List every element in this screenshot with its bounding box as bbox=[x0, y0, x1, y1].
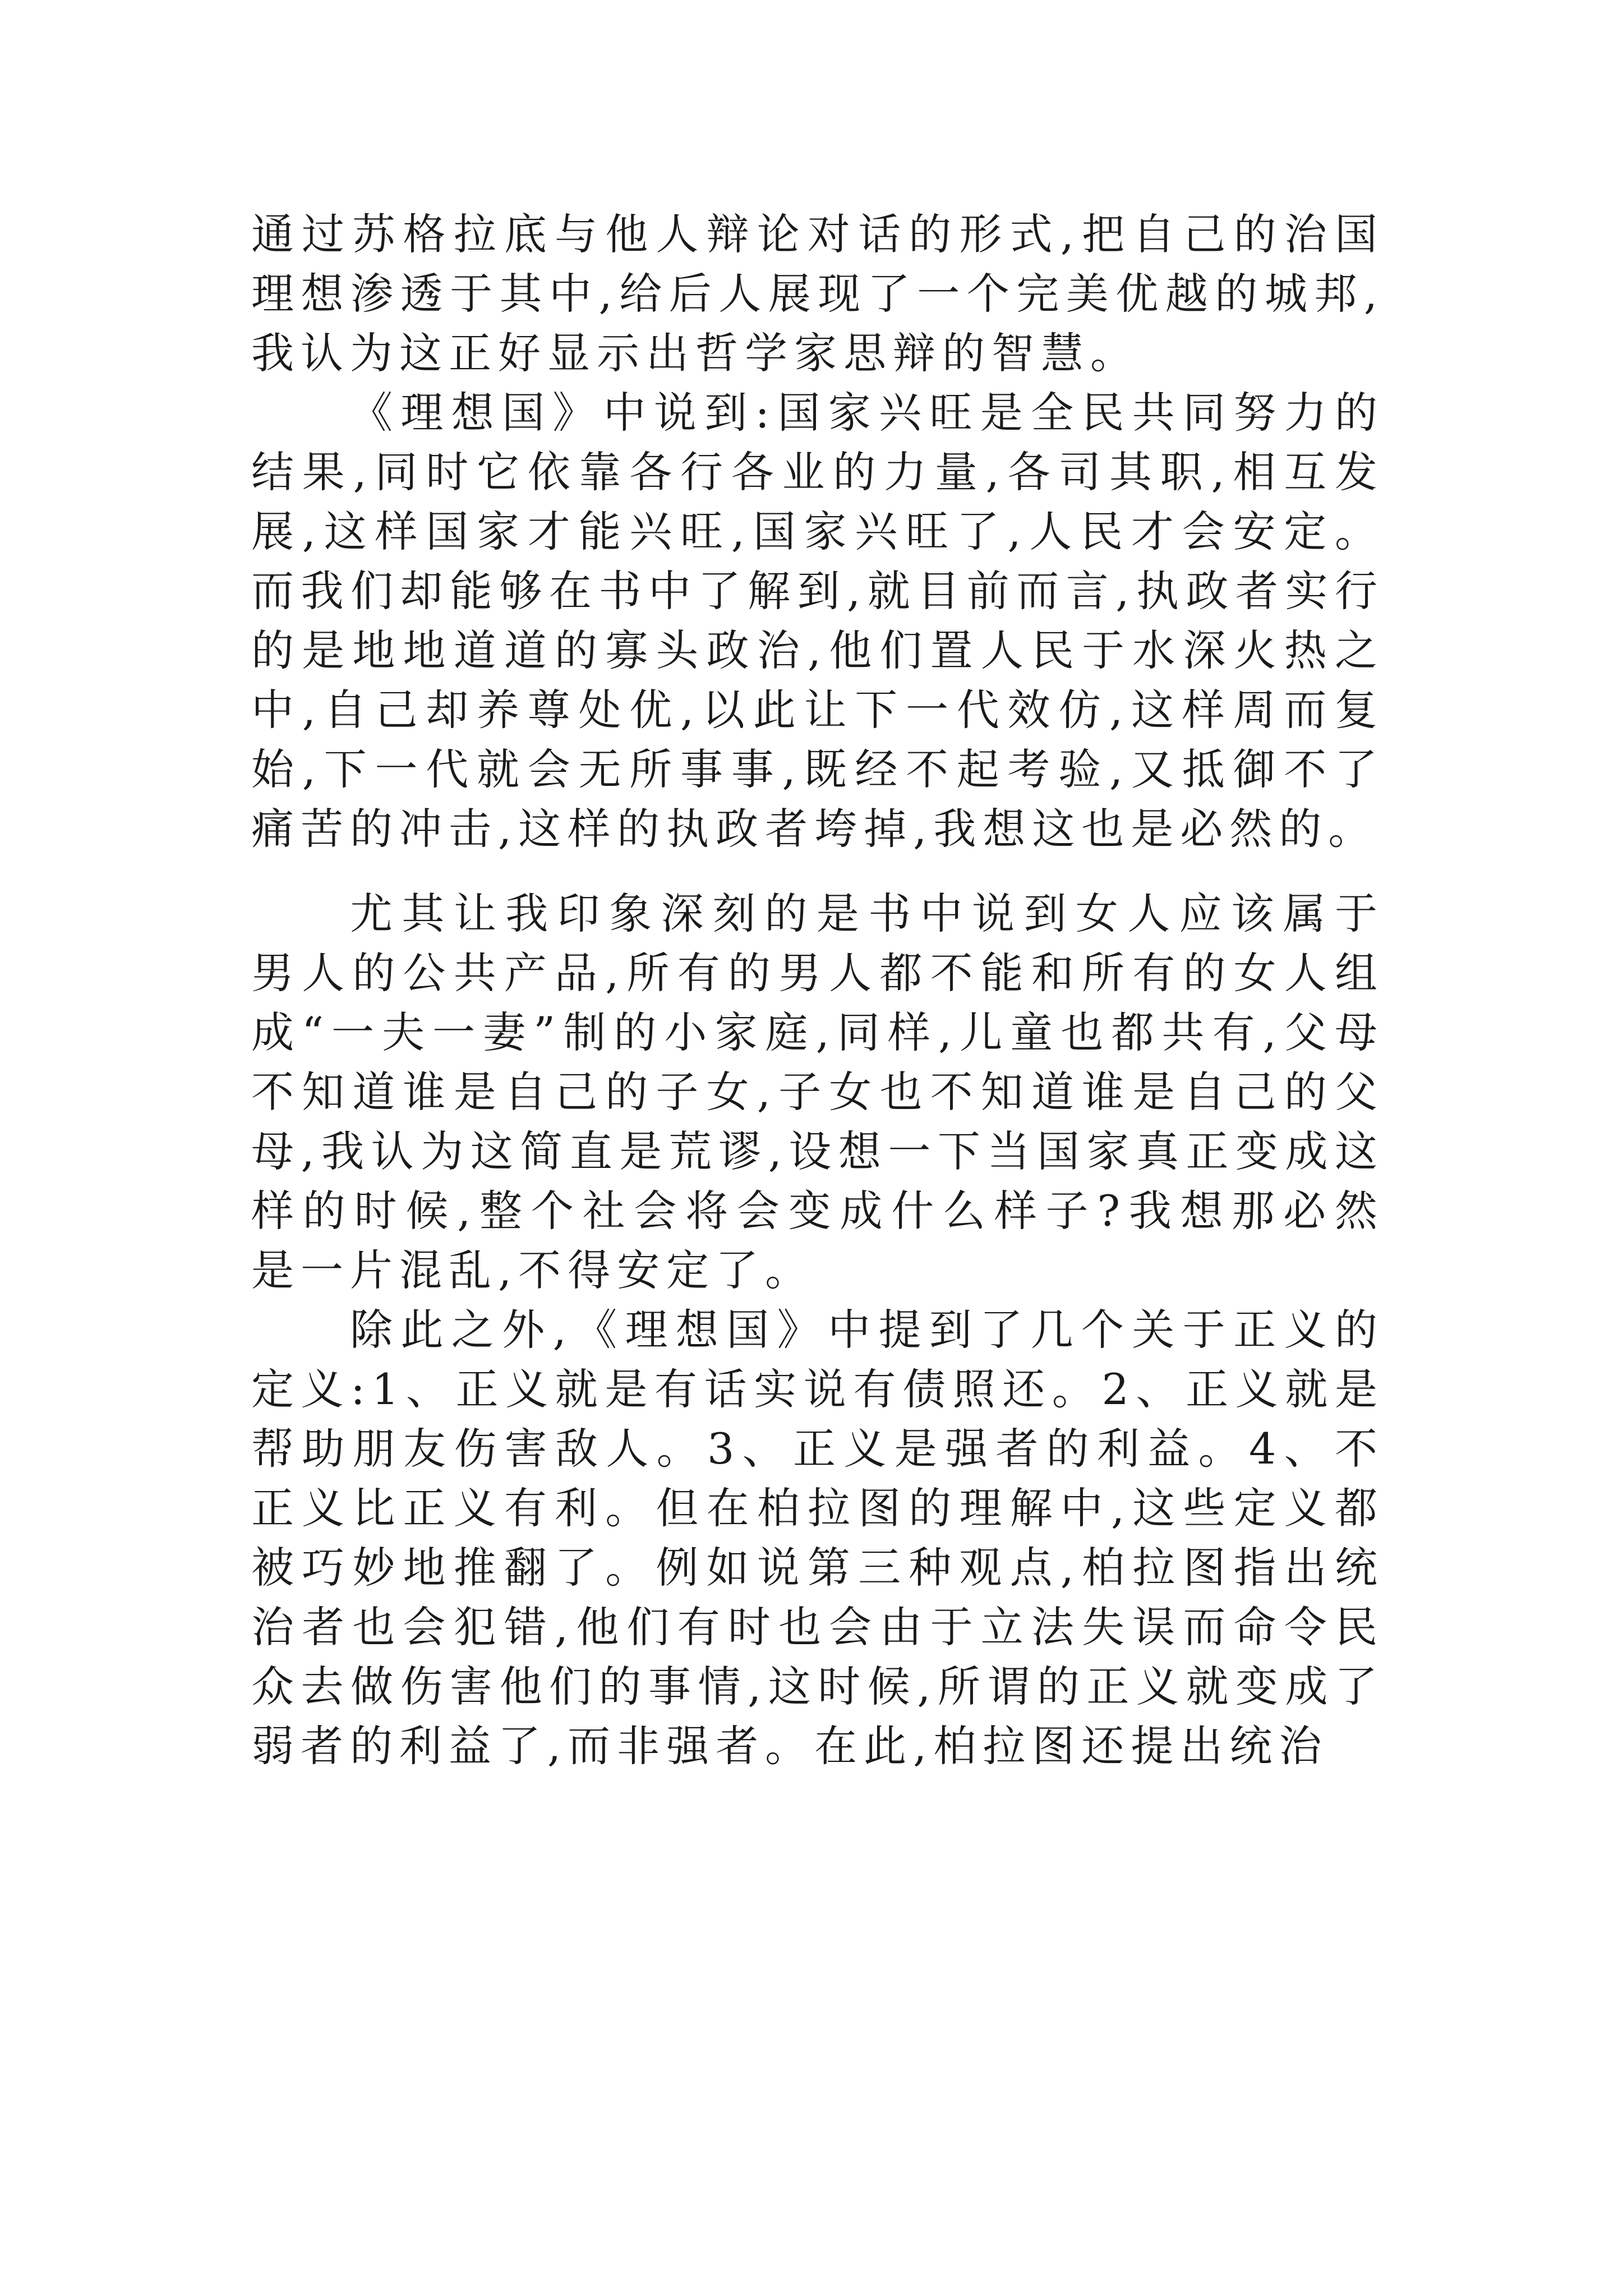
paragraph-4: 除此之外,《理想国》中提到了几个关于正义的定义:1、正义就是有话实说有债照还。2、正义就是帮助朋友伤害敌人。3、正义是强者的利益。4、不正义比正义有利。但在柏拉图的理解中,这些定义都被巧妙地推翻了。例如说第三种观点,柏拉图指出统治者也会犯错,他们有时也会由于立法失误而命令民众去做伤害他们的事情,这时候,所谓的正义就变成了弱者的利益了,而非强者。在此,柏拉图还提出统治 bbox=[251, 1305, 1384, 1771]
document-body bbox=[251, 205, 1384, 1776]
paragraph-1: 通过苏格拉底与他人辩论对话的形式,把自己的治国理想渗透于其中,给后人展现了一个完美优越的城邦,我认为这正好显示出哲学家思辩的智慧。 bbox=[251, 209, 1384, 378]
paragraph-3: 尤其让我印象深刻的是书中说到女人应该属于男人的公共产品,所有的男人都不能和所有的女人组成“一夫一妻”制的小家庭,同样,儿童也都共有,父母不知道谁是自己的子女,子女也不知道谁是自己的父母,我认为这简直是荒谬,设想一下当国家真正变成这样的时候,整个社会将会变成什么样子?我想那必然是一片混乱,不得安定了。 bbox=[251, 889, 1384, 1295]
paragraph-2: 《理想国》中说到:国家兴旺是全民共同努力的结果,同时它依靠各行各业的力量,各司其职,相互发展,这样国家才能兴旺,国家兴旺了,人民才会安定。而我们却能够在书中了解到,就目前而言,执政者实行的是地地道道的寡头政治,他们置人民于水深火热之中,自己却养尊处优,以此让下一代效仿,这样周而复始,下一代就会无所事事,既经不起考验,又抵御不了痛苦的冲击,这样的执政者垮掉,我想这也是必然的。 bbox=[251, 388, 1384, 854]
